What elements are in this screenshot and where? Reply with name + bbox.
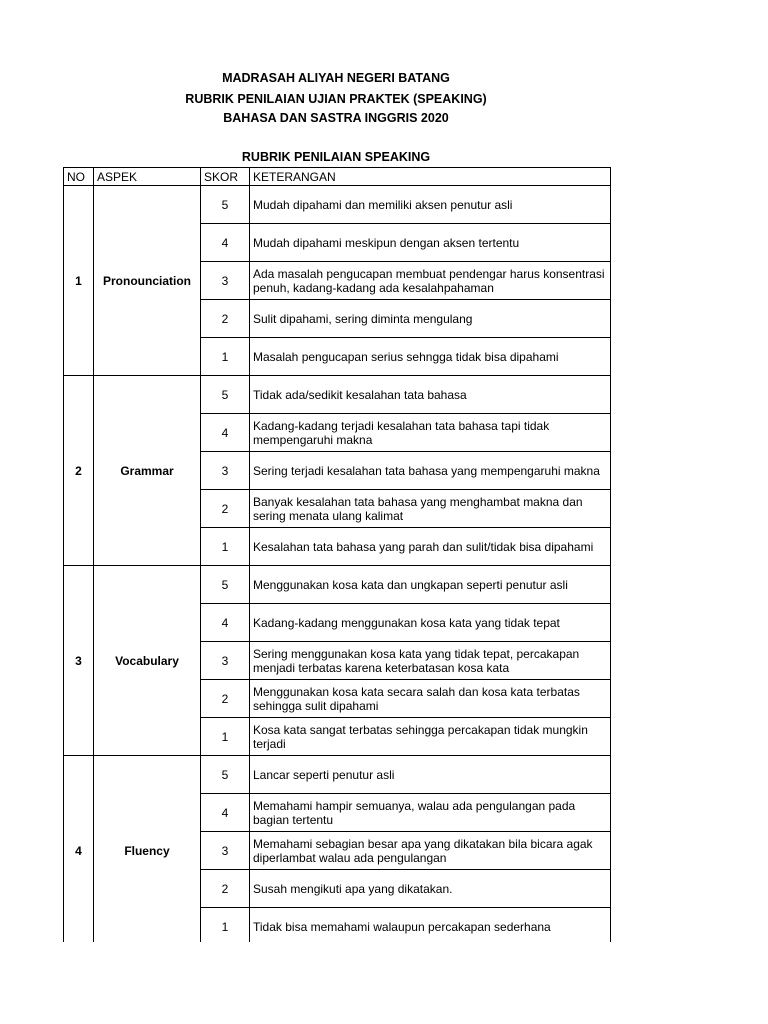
score-cell: 1	[201, 338, 250, 376]
aspect-number: 3	[64, 566, 94, 756]
table-row	[64, 756, 611, 794]
description-cell: Kosa kata sangat terbatas sehingga percakapan tidak mungkin terjadi	[250, 718, 611, 756]
table-header-row	[64, 168, 611, 186]
score-cell: 4	[201, 794, 250, 832]
score-cell: 4	[201, 224, 250, 262]
aspect-number: 4	[64, 756, 94, 946]
description-cell: Masalah pengucapan serius sehngga tidak bisa dipahami	[250, 338, 611, 376]
col-header-aspek: ASPEK	[94, 168, 201, 186]
description-cell: Menggunakan kosa kata dan ungkapan seperti penutur asli	[250, 566, 611, 604]
aspect-name: Pronounciation	[94, 186, 201, 376]
description-cell: Tidak ada/sedikit kesalahan tata bahasa	[250, 376, 611, 414]
school-title: MADRASAH ALIYAH NEGERI BATANG	[222, 71, 450, 85]
description-cell: Kadang-kadang menggunakan kosa kata yang tidak tepat	[250, 604, 611, 642]
description-cell: Susah mengikuti apa yang dikatakan.	[250, 870, 611, 908]
score-cell: 5	[201, 756, 250, 794]
col-header-skor: SKOR	[201, 168, 250, 186]
description-cell: Memahami hampir semuanya, walau ada pengulangan pada bagian tertentu	[250, 794, 611, 832]
description-cell: Ada masalah pengucapan membuat pendengar harus konsentrasi penuh, kadang-kadang ada kesalahpahaman	[250, 262, 611, 300]
rubric-table	[63, 167, 611, 946]
score-cell: 4	[201, 414, 250, 452]
description-cell: Sulit dipahami, sering diminta mengulang	[250, 300, 611, 338]
table-row	[64, 566, 611, 604]
score-cell: 3	[201, 832, 250, 870]
score-cell: 1	[201, 908, 250, 946]
description-cell: Banyak kesalahan tata bahasa yang menghambat makna dan sering menata ulang kalimat	[250, 490, 611, 528]
description-cell: Tidak bisa memahami walaupun percakapan sederhana	[250, 908, 611, 946]
score-cell: 2	[201, 490, 250, 528]
description-cell: Sering terjadi kesalahan tata bahasa yang mempengaruhi makna	[250, 452, 611, 490]
subject-title: BAHASA DAN SASTRA INGGRIS 2020	[223, 111, 449, 125]
score-cell: 2	[201, 680, 250, 718]
score-cell: 5	[201, 376, 250, 414]
aspect-name: Fluency	[94, 756, 201, 946]
score-cell: 1	[201, 528, 250, 566]
description-cell: Mudah dipahami meskipun dengan aksen tertentu	[250, 224, 611, 262]
col-header-no: NO	[64, 168, 94, 186]
table-row	[64, 186, 611, 224]
table-title: RUBRIK PENILAIAN SPEAKING	[241, 150, 431, 164]
score-cell: 4	[201, 604, 250, 642]
score-cell: 5	[201, 566, 250, 604]
aspect-name: Vocabulary	[94, 566, 201, 756]
score-cell: 3	[201, 262, 250, 300]
description-cell: Lancar seperti penutur asli	[250, 756, 611, 794]
description-cell: Menggunakan kosa kata secara salah dan kosa kata terbatas sehingga sulit dipahami	[250, 680, 611, 718]
table-row	[64, 376, 611, 414]
page-cutoff	[0, 942, 768, 1024]
aspect-number: 1	[64, 186, 94, 376]
rubric-title: RUBRIK PENILAIAN UJIAN PRAKTEK (SPEAKING)	[185, 92, 487, 106]
col-header-keterangan: KETERANGAN	[250, 168, 611, 186]
score-cell: 5	[201, 186, 250, 224]
score-cell: 3	[201, 452, 250, 490]
aspect-number: 2	[64, 376, 94, 566]
score-cell: 2	[201, 300, 250, 338]
aspect-name: Grammar	[94, 376, 201, 566]
score-cell: 2	[201, 870, 250, 908]
description-cell: Memahami sebagian besar apa yang dikatakan bila bicara agak diperlambat walau ada pengulangan	[250, 832, 611, 870]
description-cell: Kesalahan tata bahasa yang parah dan sulit/tidak bisa dipahami	[250, 528, 611, 566]
description-cell: Mudah dipahami dan memiliki aksen penutur asli	[250, 186, 611, 224]
score-cell: 3	[201, 642, 250, 680]
description-cell: Sering menggunakan kosa kata yang tidak tepat, percakapan menjadi terbatas karena keterbatasan kosa kata	[250, 642, 611, 680]
description-cell: Kadang-kadang terjadi kesalahan tata bahasa tapi tidak mempengaruhi makna	[250, 414, 611, 452]
score-cell: 1	[201, 718, 250, 756]
